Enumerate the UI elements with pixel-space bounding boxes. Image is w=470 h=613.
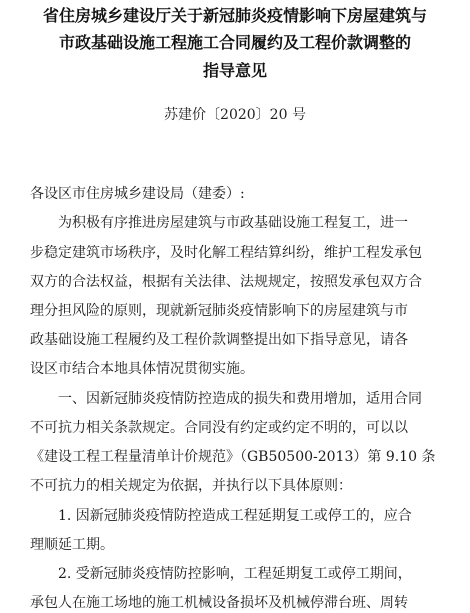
document-title-line-2: 市政基础设施工程施工合同履约及工程价款调整的 [58, 33, 411, 52]
document-title-line-1: 省住房城乡建设厅关于新冠肺炎疫情影响下房屋建筑与 [42, 6, 427, 25]
intro-line: 为积极有序推进房屋建筑与市政基础设施工程复工，进一 [58, 215, 408, 231]
intro-line: 政基础设施工程履约及工程价款调整提出如下指导意见，请各 [30, 332, 408, 348]
item-2-line: 2. 受新冠肺炎疫情防控影响，工程延期复工或停工期间， [58, 566, 412, 582]
section-1-line: 不可抗力的相关规定为依据，并执行以下具体原则： [30, 478, 352, 494]
section-1-line: 《建设工程工程量清单计价规范》（GB50500-2013）第 9.10 条 [30, 449, 436, 465]
document-title-line-3: 指导意见 [202, 61, 267, 80]
section-1-line: 不可抗力相关条款规定。合同没有约定或约定不明的，可以以 [30, 420, 408, 436]
document-number: 苏建价〔2020〕20 号 [164, 107, 306, 123]
intro-line: 设区市结合本地具体情况贯彻实施。 [30, 361, 254, 377]
item-1-line: 理顺延工期。 [30, 537, 114, 553]
section-1-line: 一、因新冠肺炎疫情防控造成的损失和费用增加，适用合同 [58, 391, 422, 407]
intro-line: 步稳定建筑市场秩序，及时化解工程结算纠纷，维护工程发承包 [30, 245, 422, 261]
addressee: 各设区市住房城乡建设局（建委）: [30, 186, 245, 202]
intro-line: 双方的合法权益，根据有关法律、法规规定，按照发承包双方合 [30, 274, 422, 290]
item-1-line: 1. 因新冠肺炎疫情防控造成工程延期复工或停工的，应合 [58, 508, 412, 524]
intro-line: 理分担风险的原则，现就新冠肺炎疫情影响下的房屋建筑与市 [30, 303, 408, 319]
item-2-line: 承包人在施工场地的施工机械设备损坏及机械停滞台班、周转 [30, 595, 408, 611]
